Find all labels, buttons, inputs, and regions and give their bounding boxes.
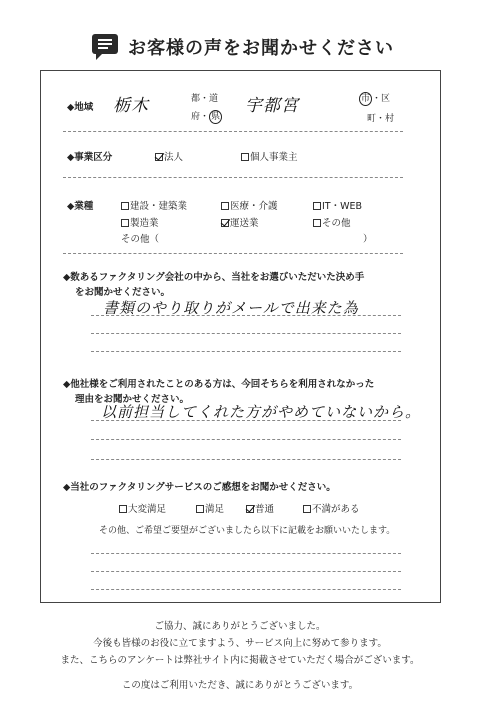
satisfaction-note: その他、ご希望ご要望がございましたら以下に記載をお願いいたします。 [99,526,396,536]
industry-option-other[interactable]: その他 [313,215,351,229]
reason-answer-line-3 [91,351,401,352]
checkbox-sole-proprietor[interactable] [241,153,249,161]
footer-closing-line: この度はご利用いただき、誠にありがとうございます。 [121,680,359,691]
reason-answer-line-1 [91,315,401,316]
checkbox-transport[interactable] [221,219,229,227]
industry-option-it-web[interactable]: IT・WEB [313,198,362,212]
pref-suffix-top: 都・道 [191,94,219,104]
city-suffix-ku: ・区 [372,94,391,104]
industry-option-medical[interactable]: 医療・介護 [221,198,278,212]
satisfaction-option-satisfied[interactable]: 満足 [196,501,224,515]
survey-header [0,30,480,66]
industry-option-manufacturing[interactable]: 製造業 [121,215,159,229]
industry-divider [63,253,403,254]
footer-thanks-line: ご協力、誠にありがとうございました。 [154,621,326,632]
business-option-sole-proprietor[interactable]: 個人事業主 [241,149,298,163]
other-answer-handwriting[interactable]: 以前担当してくれた方がやめていないから。 [101,403,422,421]
checkbox-average[interactable] [246,505,254,513]
other-answer-line-2 [91,439,401,440]
checkbox-construction[interactable] [121,202,129,210]
industry-label: ◆業種 [67,201,94,212]
pref-suffix-ken-circled: 県 [211,112,221,122]
checkbox-it-web[interactable] [313,202,321,210]
satisfaction-option-average[interactable]: 普通 [246,501,274,515]
business-option-corporation[interactable]: 法人 [155,149,183,163]
reason-answer-line-2 [91,333,401,334]
region-label: ◆地域 [67,102,94,113]
checkbox-corporation[interactable] [155,153,163,161]
satisfaction-question: ◆当社のファクタリングサービスのご感想をお聞かせください。 [63,482,336,493]
industry-option-transport[interactable]: 運送業 [221,215,259,229]
industry-option-construction[interactable]: 建設・建築業 [121,198,187,212]
region-divider [63,131,403,132]
footer-improvement-line: 今後も皆様のお役に立てますよう、サービス向上に努めて参ります。 [93,638,387,649]
industry-other-close: ） [363,234,373,245]
city-suffix-top [359,91,390,106]
reason-question-line1: ◆数あるファクタリング会社の中から、当社をお選びいただいた決め手 [63,272,365,283]
comment-line-1 [91,553,401,554]
checkbox-manufacturing[interactable] [121,219,129,227]
other-question-line2: 理由をお聞かせください。 [75,394,190,405]
checkbox-medical[interactable] [221,202,229,210]
checkbox-very-satisfied[interactable] [119,505,127,513]
other-answer-line-1 [91,420,401,421]
pref-suffix-bottom [191,109,222,124]
other-answer-line-3 [91,459,401,460]
checkbox-satisfied[interactable] [196,505,204,513]
industry-other-input[interactable] [171,231,361,243]
city-suffix-shi-circled: 市 [361,94,371,104]
city-suffix-bottom: 町・村 [367,114,395,124]
industry-other-label: その他（ [121,234,160,245]
reason-question-line2: をお聞かせください。 [75,287,171,298]
satisfaction-option-dissatisfied[interactable]: 不満がある [303,501,360,515]
comment-line-2 [91,571,401,572]
speech-bubble-icon [90,32,124,62]
reason-answer-handwriting[interactable]: 書類のやり取りがメールで出来た為 [103,299,359,317]
survey-form [40,70,441,603]
other-question-line1: ◆他社様をご利用されたことのある方は、今回そちらを利用されなかった [63,379,375,390]
prefecture-handwriting[interactable]: 栃木 [113,96,149,116]
satisfaction-option-very-satisfied[interactable]: 大変満足 [119,501,166,515]
footer-publication-line: また、こちらのアンケートは弊社サイト内に掲載させていただく場合がございます。 [60,655,420,666]
pref-suffix-fu: 府・ [191,112,210,122]
comment-line-3 [91,589,401,590]
business-type-divider [63,177,403,178]
city-handwriting[interactable]: 宇都宮 [245,96,299,116]
checkbox-dissatisfied[interactable] [303,505,311,513]
business-type-label: ◆事業区分 [67,152,113,163]
page-title: お客様の声をお聞かせください [128,38,394,59]
checkbox-other[interactable] [313,219,321,227]
